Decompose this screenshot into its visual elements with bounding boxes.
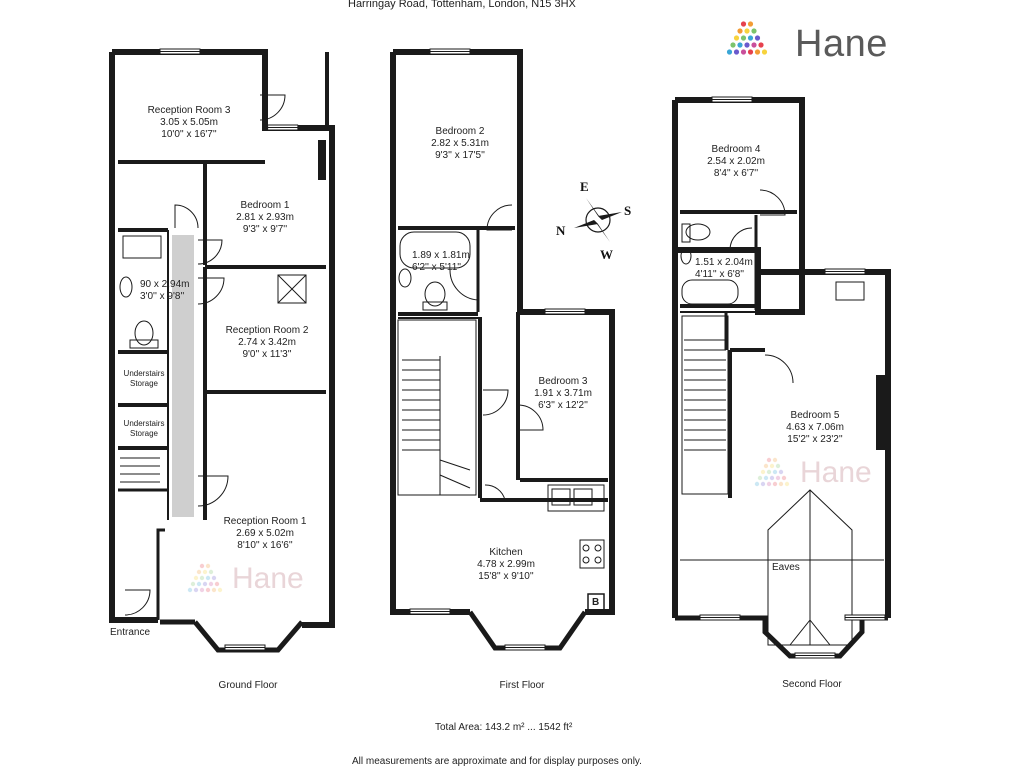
compass-s-letter: S: [624, 203, 632, 218]
second-floor-caption: Second Floor: [782, 679, 842, 690]
logo-dot: [762, 49, 767, 54]
room-label-bedroom4: Bedroom 4 2.54 x 2.02m 8'4'' x 6'7'': [707, 144, 765, 179]
logo-dot: [200, 576, 204, 580]
compass-w-letter: W: [600, 247, 613, 262]
logo-dot: [734, 49, 739, 54]
logo-dot: [200, 588, 204, 592]
brand-name: Hane: [795, 23, 888, 65]
room-label-second-bath: 1.51 x 2.04m 4'11'' x 6'8'': [695, 257, 753, 280]
logo-dot: [748, 21, 753, 26]
logo-dot: [734, 35, 739, 40]
logo-dot: [761, 482, 765, 486]
logo-dot: [744, 42, 749, 47]
watermark-hane-second: Hane: [800, 456, 872, 489]
watermark-dots-second: [755, 458, 789, 486]
logo-dot: [779, 470, 783, 474]
logo-dot: [764, 476, 768, 480]
ground-floor-caption: Ground Floor: [218, 680, 278, 691]
logo-dot: [730, 42, 735, 47]
logo-dot: [761, 470, 765, 474]
logo-dot: [767, 458, 771, 462]
entrance-label: Entrance: [110, 627, 151, 638]
logo-dot: [773, 482, 777, 486]
logo-dot: [758, 476, 762, 480]
logo-dot: [773, 470, 777, 474]
logo-dot: [744, 28, 749, 33]
logo-dot: [197, 582, 201, 586]
disclaimer: All measurements are approximate and for display purposes only.: [352, 756, 642, 767]
room-label-reception2: Reception Room 2 2.74 x 3.42m 9'0'' x 11'3'': [225, 325, 309, 360]
logo-dot: [218, 588, 222, 592]
watermark-dots-ground: [188, 564, 222, 592]
logo-dot: [212, 588, 216, 592]
logo-dot: [758, 42, 763, 47]
logo-dot: [209, 582, 213, 586]
logo-dot: [203, 582, 207, 586]
logo-dot: [194, 588, 198, 592]
compass-n-letter: N: [556, 223, 566, 238]
logo-dot: [767, 482, 771, 486]
logo-dot: [212, 576, 216, 580]
logo-dot: [215, 582, 219, 586]
logo-dot: [755, 35, 760, 40]
logo-dot: [767, 470, 771, 474]
brand-logo-dots: [727, 21, 767, 54]
boiler-label: B: [592, 597, 600, 608]
room-label-reception1: Reception Room 1 2.69 x 5.02m 8'10'' x 16'6'': [223, 516, 307, 551]
property-address: Harringay Road, Tottenham, London, N15 3HX: [348, 0, 576, 10]
logo-dot: [755, 482, 759, 486]
logo-dot: [755, 49, 760, 54]
logo-dot: [188, 588, 192, 592]
first-floor-caption: First Floor: [499, 680, 545, 691]
logo-dot: [785, 482, 789, 486]
room-label-reception3: Reception Room 3 3.05 x 5.05m 10'0'' x 16'7'': [147, 105, 231, 140]
logo-dot: [203, 570, 207, 574]
room-label-storage2: Understairs Storage: [123, 419, 165, 438]
logo-dot: [206, 576, 210, 580]
room-label-bedroom3: Bedroom 3 1.91 x 3.71m 6'3'' x 12'2'': [534, 376, 592, 411]
logo-dot: [194, 576, 198, 580]
total-area: Total Area: 143.2 m² ... 1542 ft²: [435, 722, 573, 733]
logo-dot: [741, 49, 746, 54]
room-label-bedroom2: Bedroom 2 2.82 x 5.31m 9'3'' x 17'5'': [431, 126, 489, 161]
logo-dot: [770, 464, 774, 468]
logo-dot: [776, 464, 780, 468]
eaves-label: Eaves: [772, 562, 800, 573]
logo-dot: [741, 21, 746, 26]
logo-dot: [197, 570, 201, 574]
logo-dot: [209, 570, 213, 574]
logo-dot: [741, 35, 746, 40]
logo-dot: [773, 458, 777, 462]
room-label-first-bath: 1.89 x 1.81m 6'2'' x 5'11'': [412, 250, 470, 273]
watermark-hane-ground: Hane: [232, 562, 304, 595]
logo-dot: [770, 476, 774, 480]
room-label-bedroom1: Bedroom 1 2.81 x 2.93m 9'3'' x 9'7'': [236, 200, 294, 235]
logo-dot: [737, 28, 742, 33]
logo-dot: [206, 564, 210, 568]
logo-dot: [200, 564, 204, 568]
logo-dot: [751, 28, 756, 33]
logo-dot: [727, 49, 732, 54]
room-label-bedroom5: Bedroom 5 4.63 x 7.06m 15'2'' x 23'2'': [786, 410, 844, 445]
room-label-ground-bath: 90 x 2.94m 3'0'' x 9'8'': [140, 279, 190, 302]
logo-dot: [764, 464, 768, 468]
logo-dot: [748, 49, 753, 54]
logo-dot: [748, 35, 753, 40]
logo-dot: [782, 476, 786, 480]
logo-dot: [191, 582, 195, 586]
logo-dot: [776, 476, 780, 480]
logo-dot: [779, 482, 783, 486]
logo-dot: [206, 588, 210, 592]
logo-dot: [751, 42, 756, 47]
room-label-storage1: Understairs Storage: [123, 369, 165, 388]
logo-dot: [737, 42, 742, 47]
compass-e-letter: E: [580, 179, 589, 194]
room-label-kitchen: Kitchen 4.78 x 2.99m 15'8'' x 9'10'': [477, 547, 535, 582]
compass-rose: [574, 198, 622, 242]
